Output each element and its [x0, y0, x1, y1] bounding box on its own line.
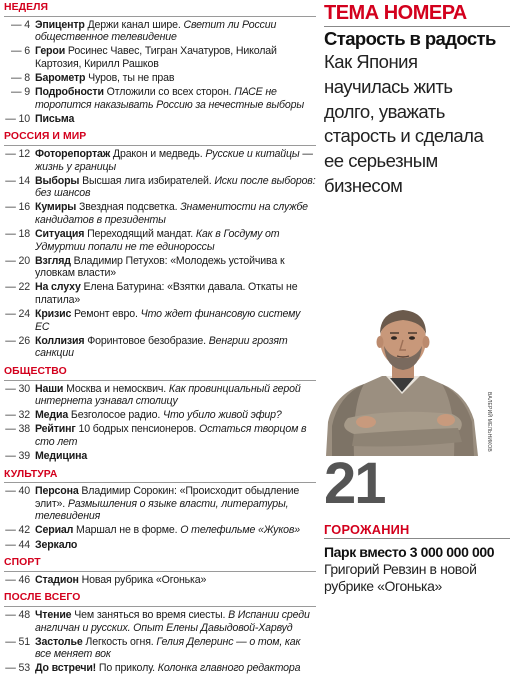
feature-page-number[interactable]: 21	[324, 451, 385, 516]
toc-entry[interactable]	[4, 308, 316, 333]
toc-entry[interactable]	[4, 281, 316, 306]
entry-subheadline: Размышления о языке власти, литературы, телевидения	[35, 497, 289, 523]
toc-entry[interactable]	[4, 72, 316, 85]
page-number: — 32	[5, 409, 30, 422]
section-heading: ОБЩЕСТВО	[4, 366, 316, 381]
toc-entry[interactable]	[4, 539, 316, 552]
rubric-name: Подробности	[35, 86, 104, 99]
rubric-name: До встречи!	[35, 662, 97, 675]
rubric-name: Стадион	[35, 573, 79, 586]
page-number-value: 4	[24, 18, 30, 31]
entry-headline: Легкость огня.	[85, 635, 154, 648]
toc-entry[interactable]	[4, 636, 316, 661]
toc-section	[4, 592, 316, 675]
table-of-contents	[4, 2, 316, 681]
toc-entry[interactable]	[4, 524, 316, 537]
rubric-name: Герои	[35, 45, 66, 58]
rubric-name: Письма	[35, 112, 75, 125]
toc-entry[interactable]	[4, 113, 316, 126]
page-number: — 6	[11, 45, 30, 58]
toc-entry[interactable]	[4, 450, 316, 463]
feature-column	[324, 0, 510, 600]
page-number-value: 40	[18, 485, 30, 498]
page-number: — 26	[5, 334, 30, 347]
rubric-name: Медицина	[35, 450, 88, 462]
toc-entry[interactable]	[4, 574, 316, 587]
feature-lead-line: старость и сделала	[324, 125, 484, 147]
rubric-name: Кризис	[35, 308, 72, 321]
page-number: — 39	[5, 450, 30, 462]
rubric-name: Медиа	[35, 409, 69, 422]
toc-entry[interactable]	[4, 609, 316, 634]
entry-headline: Чем заняться во время сиесты.	[74, 608, 226, 621]
entry-headline: Отложили со всех сторон.	[106, 86, 232, 99]
toc-entry[interactable]	[4, 201, 316, 226]
entry-headline: Дракон и медведь.	[112, 147, 203, 160]
page-number-value: 18	[18, 228, 30, 240]
entry-headline: 10 бодрых пенсионеров.	[78, 423, 197, 436]
entry-subheadline: Что ждет финансовую систему ЕС	[35, 308, 301, 333]
feature-lead-line: бизнесом	[324, 174, 403, 196]
page-number-value: 12	[18, 147, 30, 160]
rubric-name: Выборы	[35, 174, 80, 187]
rubric-name: Чтение	[35, 608, 72, 621]
toc-entry[interactable]	[4, 662, 316, 675]
toc-section	[4, 2, 316, 125]
toc-entry[interactable]	[4, 148, 316, 173]
toc-entry[interactable]	[4, 485, 316, 523]
page-number: — 38	[5, 423, 30, 436]
page-number-value: 16	[18, 201, 30, 214]
page-number: — 10	[5, 112, 30, 125]
entry-headline: Владимир Сорокин: «Происходит обыдление элит».	[35, 485, 300, 510]
entry-headline: Ремонт евро.	[74, 308, 138, 321]
entry-headline: Держи канал шире.	[87, 18, 181, 31]
entry-subheadline: Колонка главного редактора	[157, 662, 301, 675]
page-number: — 22	[5, 281, 30, 294]
toc-entry[interactable]	[4, 335, 316, 360]
toc-entry[interactable]	[4, 255, 316, 280]
entry-subheadline: Светит ли России общественное телевидение	[35, 18, 277, 44]
entry-headline: Владимир Петухов: «Молодежь устойчива к уловкам власти»	[35, 254, 285, 280]
page-number: — 44	[5, 538, 30, 551]
entry-subheadline: В Испании среди англичан и русских. Опыт Елены Давыдовой-Харвуд	[35, 608, 310, 634]
toc-entry[interactable]	[4, 19, 316, 44]
page-number: — 20	[5, 254, 30, 267]
entry-subheadline: Знаменитости на службе кандидатов в президенты	[35, 201, 308, 226]
entry-headline: Росинес Чавес, Тигран Хачатуров, Николай Картозия, Кирилл Рашков	[35, 45, 277, 70]
man-portrait-illustration	[324, 296, 510, 456]
toc-entry[interactable]	[4, 86, 316, 111]
section-heading: РОССИЯ И МИР	[4, 131, 316, 146]
page-number: — 16	[5, 201, 30, 214]
page-number-value: 26	[18, 334, 30, 347]
section-heading: ПОСЛЕ ВСЕГО	[4, 592, 316, 607]
entry-subheadline: ПАСЕ не торопится наказывать Россию за нечестные выборы	[35, 86, 304, 111]
feature-lead-line: научилась жить	[324, 75, 453, 97]
page-number: — 24	[5, 308, 30, 321]
rubric-name: Кумиры	[35, 201, 77, 214]
page-number-value: 46	[18, 573, 30, 586]
rubric-name: Барометр	[35, 71, 86, 84]
entry-subheadline: Гелия Делеринс — о том, как все меняет вок	[35, 635, 301, 661]
page-number: — 14	[5, 174, 30, 187]
page-number-value: 44	[18, 538, 30, 551]
page-number: — 4	[11, 18, 30, 31]
rubric-name: Рейтинг	[35, 423, 76, 436]
column-section-label: ГОРОЖАНИН	[324, 522, 510, 539]
rubric-name: Эпицентр	[35, 18, 85, 31]
entry-headline: Елена Батурина: «Взятки давала. Откаты не платила»	[35, 281, 298, 306]
rubric-name: Ситуация	[35, 228, 85, 240]
rubric-name: Сериал	[35, 524, 74, 537]
page-number-value: 10	[18, 112, 30, 125]
page-number-value: 9	[24, 86, 30, 99]
feature-lead	[324, 50, 510, 199]
page-number: — 18	[5, 228, 30, 240]
page-number: — 51	[5, 635, 30, 648]
page-number-value: 24	[18, 308, 30, 321]
toc-section	[4, 469, 316, 552]
entry-headline: Звездная подсветка.	[78, 201, 178, 214]
photo-credit: ВАЛЕРИЙ МЕЛЬНИКОВ	[486, 392, 492, 452]
column-description-line: рубрике «Огонька»	[324, 578, 442, 594]
page-number-value: 32	[18, 409, 30, 422]
feature-lead-line: долго, уважать	[324, 100, 445, 122]
rubric-name: Взгляд	[35, 254, 71, 267]
feature-lead-line: ее серьезным	[324, 150, 438, 172]
toc-entry[interactable]	[4, 45, 316, 70]
page-number-value: 20	[18, 254, 30, 267]
entry-subheadline: О телефильме «Жуков»	[180, 524, 301, 537]
entry-subheadline: Русские и китайцы — жизнь у границы	[35, 147, 313, 173]
entry-headline: Высшая лига избирателей.	[82, 174, 212, 187]
column-description-line: Григорий Ревзин в новой	[324, 561, 477, 577]
column-description	[324, 561, 510, 595]
page-number: — 30	[5, 382, 30, 395]
entry-headline: Москва и немосквич.	[66, 382, 167, 395]
page-number-value: 38	[18, 423, 30, 436]
toc-section	[4, 366, 316, 463]
entry-subheadline: Что убило живой эфир?	[162, 409, 282, 422]
entry-headline: Чуров, ты не прав	[88, 71, 175, 84]
page-number: — 42	[5, 524, 30, 537]
page-number-value: 6	[24, 45, 30, 58]
entry-headline: Переходящий мандат.	[87, 228, 194, 240]
rubric-name: Наши	[35, 382, 64, 395]
toc-entry[interactable]	[4, 228, 316, 253]
section-heading: СПОРТ	[4, 557, 316, 572]
section-heading: НЕДЕЛЯ	[4, 2, 316, 17]
entry-subheadline: Венгрии грозят санкции	[35, 334, 288, 360]
toc-entry[interactable]	[4, 175, 316, 200]
entry-subheadline: Как в Госдуму от Удмуртии попали не те единороссы	[35, 228, 280, 253]
entry-headline: Новая рубрика «Огонька»	[81, 573, 207, 586]
page-number-value: 48	[18, 608, 30, 621]
rubric-name: Фоторепортаж	[35, 147, 111, 160]
section-heading: КУЛЬТУРА	[4, 469, 316, 484]
toc-entry[interactable]	[4, 423, 316, 448]
toc-entry[interactable]	[4, 409, 316, 422]
rubric-name: Застолье	[35, 635, 83, 648]
feature-lead-line: Как Япония	[324, 51, 418, 72]
rubric-name: На слуху	[35, 281, 81, 294]
page-number: — 8	[11, 71, 30, 84]
entry-headline: Безголосое радио.	[70, 409, 161, 422]
entry-headline: По приколу.	[98, 662, 155, 675]
page-number-value: 53	[18, 662, 30, 675]
page-number-value: 22	[18, 281, 30, 294]
page-number: — 48	[5, 608, 30, 621]
toc-section	[4, 131, 316, 360]
entry-subheadline: Остаться творцом в сто лет	[35, 423, 307, 448]
entry-subheadline: Иски после выборов: без шансов	[35, 174, 316, 200]
toc-entry[interactable]	[4, 383, 316, 408]
rubric-name: Коллизия	[35, 334, 85, 347]
page-number-value: 42	[18, 524, 30, 537]
page-number-value: 14	[18, 174, 30, 187]
page-number-value: 51	[18, 635, 30, 648]
toc-section	[4, 557, 316, 586]
entry-subheadline: Как провинциальный герой интернета узнавал столицу	[35, 382, 301, 408]
rubric-name: Персона	[35, 485, 79, 498]
page-number: — 9	[11, 86, 30, 99]
page-number-value: 8	[24, 71, 30, 84]
page-number: — 40	[5, 485, 30, 498]
rubric-name: Зеркало	[35, 538, 78, 551]
column-title[interactable]: Парк вместо 3 000 000 000	[324, 544, 495, 560]
page-number-value: 30	[18, 382, 30, 395]
page-number: — 46	[5, 573, 30, 586]
entry-headline: Маршал не в форме.	[76, 524, 178, 537]
page-number-value: 39	[18, 450, 30, 462]
feature-section-label: ТЕМА НОМЕРА	[324, 2, 510, 27]
page-number: — 12	[5, 147, 30, 160]
entry-headline: Форинтовое безобразие.	[87, 334, 206, 347]
feature-title[interactable]: Старость в радость	[324, 28, 496, 49]
author-photo	[324, 296, 510, 456]
page-number: — 53	[5, 662, 30, 675]
